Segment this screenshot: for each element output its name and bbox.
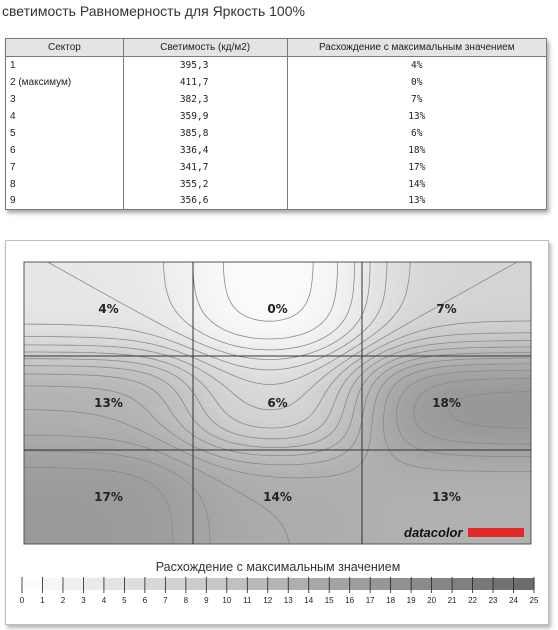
- scale-swatch: [165, 578, 186, 590]
- scale-tick-label: 23: [488, 596, 498, 605]
- scale-title: Расхождение с максимальным значением: [155, 560, 401, 574]
- scale-tick-label: 6: [142, 596, 148, 605]
- table-row: [6, 125, 547, 142]
- sector-label: 0%: [267, 302, 288, 316]
- scale-swatch: [473, 578, 494, 590]
- scale-tick-label: 13: [283, 596, 293, 605]
- header-luminance: Светимость (кд/м2): [123, 39, 287, 57]
- diff-cell: 18%: [287, 142, 546, 159]
- scale-tick-label: 24: [509, 596, 518, 605]
- scale-swatch: [370, 578, 391, 590]
- diff-cell: 4%: [287, 57, 546, 74]
- scale-tick-label: 8: [183, 596, 189, 605]
- luminance-cell: 341,7: [123, 159, 287, 176]
- scale-tick-label: 11: [243, 596, 252, 605]
- luminance-cell: 356,6: [123, 193, 287, 210]
- luminance-cell: 395,3: [123, 57, 287, 74]
- scale-tick-label: 5: [122, 596, 127, 605]
- luminance-cell: 336,4: [123, 142, 287, 159]
- luminance-cell: 355,2: [123, 176, 287, 193]
- scale-swatch: [432, 578, 453, 590]
- table-row: [6, 57, 547, 74]
- scale-swatch: [309, 578, 330, 590]
- sector-label: 18%: [432, 396, 461, 410]
- diff-cell: 13%: [287, 193, 546, 210]
- scale-tick-label: 18: [386, 596, 396, 605]
- table-row: [6, 74, 547, 91]
- scale-swatch: [329, 578, 350, 590]
- scale-swatch: [104, 578, 125, 590]
- sector-cell: 3: [6, 91, 124, 108]
- scale-tick-label: 9: [204, 596, 209, 605]
- diff-cell: 13%: [287, 108, 546, 125]
- scale-tick-label: 16: [345, 596, 355, 605]
- table-row: [6, 193, 547, 210]
- scale-swatch: [288, 578, 309, 590]
- scale-swatch: [350, 578, 371, 590]
- scale-tick-label: 10: [222, 596, 232, 605]
- scale-swatch: [452, 578, 473, 590]
- sector-cell: 7: [6, 159, 124, 176]
- scale-swatch: [124, 578, 145, 590]
- scale-tick-label: 12: [263, 596, 273, 605]
- sector-cell: 5: [6, 125, 124, 142]
- sector-label: 4%: [98, 302, 119, 316]
- header-sector: Сектор: [6, 39, 124, 57]
- scale-tick-label: 19: [406, 596, 416, 605]
- scale-swatch: [411, 578, 432, 590]
- sector-label: 7%: [436, 302, 457, 316]
- scale-swatch: [42, 578, 63, 590]
- table-row: [6, 91, 547, 108]
- scale-swatch: [268, 578, 289, 590]
- scale-tick-label: 7: [163, 596, 168, 605]
- color-scale: [20, 577, 539, 605]
- table-row: [6, 108, 547, 125]
- table-row: [6, 159, 547, 176]
- luminance-cell: 359,9: [123, 108, 287, 125]
- sector-label: 13%: [94, 396, 123, 410]
- diff-cell: 7%: [287, 91, 546, 108]
- luminance-cell: 411,7: [123, 74, 287, 91]
- uniformity-table: [5, 38, 547, 210]
- page-heading: светимость Равномерность для Яркость 100%: [2, 3, 305, 19]
- scale-tick-label: 0: [19, 596, 25, 605]
- sector-cell: 1: [6, 57, 124, 74]
- scale-tick-label: 15: [324, 596, 334, 605]
- scale-swatch: [227, 578, 248, 590]
- luminance-cell: 385,8: [123, 125, 287, 142]
- sector-label: 6%: [267, 396, 288, 410]
- logo-bar: [468, 528, 524, 537]
- scale-swatch: [145, 578, 166, 590]
- sector-cell: 9: [6, 193, 124, 210]
- sector-label: 17%: [94, 490, 123, 504]
- scale-swatch: [247, 578, 268, 590]
- diff-cell: 0%: [287, 74, 546, 91]
- scale-tick-label: 22: [468, 596, 478, 605]
- diff-cell: 14%: [287, 176, 546, 193]
- sector-cell: 6: [6, 142, 124, 159]
- scale-swatch: [22, 578, 43, 590]
- diff-cell: 17%: [287, 159, 546, 176]
- sector-label: 13%: [432, 490, 461, 504]
- scale-tick-label: 2: [60, 596, 66, 605]
- scale-tick-label: 4: [101, 596, 107, 605]
- scale-tick-label: 21: [447, 596, 457, 605]
- scale-swatch: [63, 578, 84, 590]
- scale-swatch: [186, 578, 207, 590]
- sector-label: 14%: [263, 490, 292, 504]
- uniformity-heatmap: [6, 241, 550, 626]
- logo-text: datacolor: [404, 525, 463, 540]
- table-row: [6, 142, 547, 159]
- table-row: [6, 176, 547, 193]
- uniformity-plot-panel: [5, 240, 549, 625]
- scale-swatch: [83, 578, 104, 590]
- scale-tick-label: 1: [40, 596, 45, 605]
- scale-swatch: [493, 578, 514, 590]
- scale-tick-label: 14: [304, 596, 314, 605]
- scale-swatch: [391, 578, 412, 590]
- scale-swatch: [206, 578, 227, 590]
- header-diff: Расхождение с максимальным значением: [287, 39, 546, 57]
- sector-cell: 4: [6, 108, 124, 125]
- luminance-cell: 382,3: [123, 91, 287, 108]
- scale-tick-label: 25: [529, 596, 539, 605]
- sector-cell: 2 (максимум): [6, 74, 124, 91]
- table-header-row: [6, 39, 547, 57]
- scale-tick-label: 20: [427, 596, 437, 605]
- scale-tick-label: 17: [365, 596, 375, 605]
- diff-cell: 6%: [287, 125, 546, 142]
- sector-cell: 8: [6, 176, 124, 193]
- scale-swatch: [514, 578, 535, 590]
- scale-tick-label: 3: [81, 596, 86, 605]
